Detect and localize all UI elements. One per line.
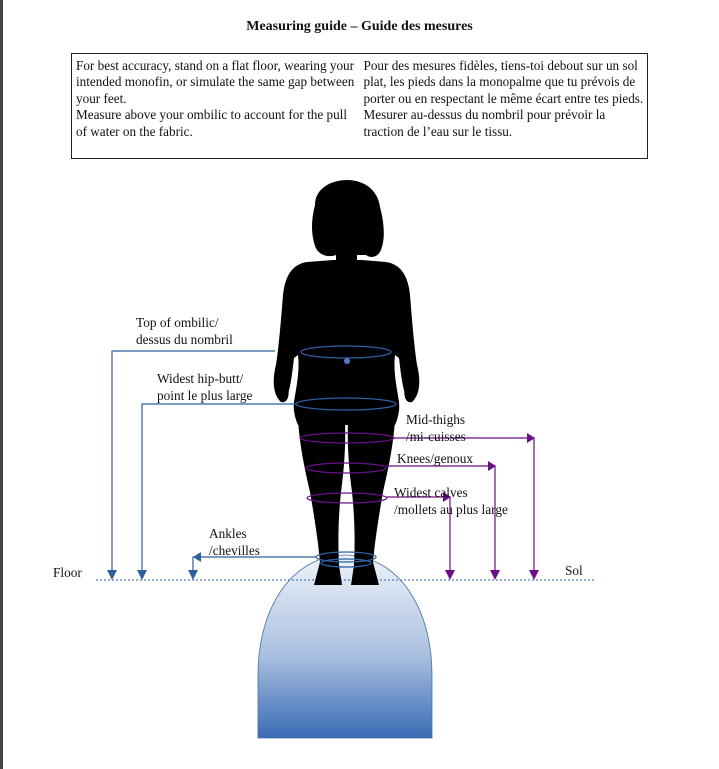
thighs-label-en: Mid-thighs <box>406 412 466 427</box>
instruction-en-1: For best accuracy, stand on a flat floor, wearing your intended monofin, or simulate the same gap between your feet. <box>76 58 355 106</box>
floor-label-en: Floor <box>53 565 82 580</box>
instruction-fr-1: Pour des mesures fidèles, tiens-toi debout sur un sol plat, les pieds dans la monopalme que tu prévois de porter ou en respectant le même écart entre tes pieds. <box>363 58 644 106</box>
calves-label <box>394 484 508 518</box>
body-silhouette <box>274 180 420 585</box>
knees-arrowhead <box>490 570 500 580</box>
ombilic-arrowhead <box>107 570 117 580</box>
ankles-leader <box>193 557 316 572</box>
thighs-arrowhead <box>529 570 539 580</box>
hip-label-en: Widest hip-butt/ <box>157 371 244 386</box>
knees-label-en: Knees/genoux <box>397 451 474 466</box>
instruction-en-2: Measure above your ombilic to account for the pull of water on the fabric. <box>76 107 347 139</box>
thighs-label-fr: /mi-cuisses <box>406 429 466 444</box>
hip-arrowhead <box>137 570 147 580</box>
knees-leader <box>386 466 495 572</box>
ombilic-label-fr: dessus du nombril <box>136 332 233 347</box>
page-title: Measuring guide – Guide des mesures <box>246 19 473 34</box>
ankles-label-fr: /chevilles <box>209 543 260 558</box>
ankles-arrowhead <box>188 570 198 580</box>
ombilic-label-en: Top of ombilic/ <box>136 315 219 330</box>
hip-label <box>157 370 252 404</box>
floor-label-fr: Sol <box>565 563 583 578</box>
pedestal <box>258 555 432 738</box>
instruction-fr-2: Mesurer au-dessus du nombril pour prévoir la traction de l’eau sur le tissu. <box>363 107 606 139</box>
ombilic-label <box>136 314 233 348</box>
thighs-label <box>406 411 466 445</box>
calves-label-fr: /mollets au plus large <box>394 502 508 517</box>
ankles-start-arrowhead <box>193 552 201 562</box>
calves-arrowhead <box>445 570 455 580</box>
calves-label-en: Widest calves <box>394 485 468 500</box>
ombilic-point <box>344 358 350 364</box>
ankles-label <box>209 525 260 559</box>
knees-label <box>397 450 473 467</box>
hip-label-fr: point le plus large <box>157 388 253 403</box>
ankles-label-en: Ankles <box>209 526 247 541</box>
blue-arrowheads <box>107 552 201 580</box>
